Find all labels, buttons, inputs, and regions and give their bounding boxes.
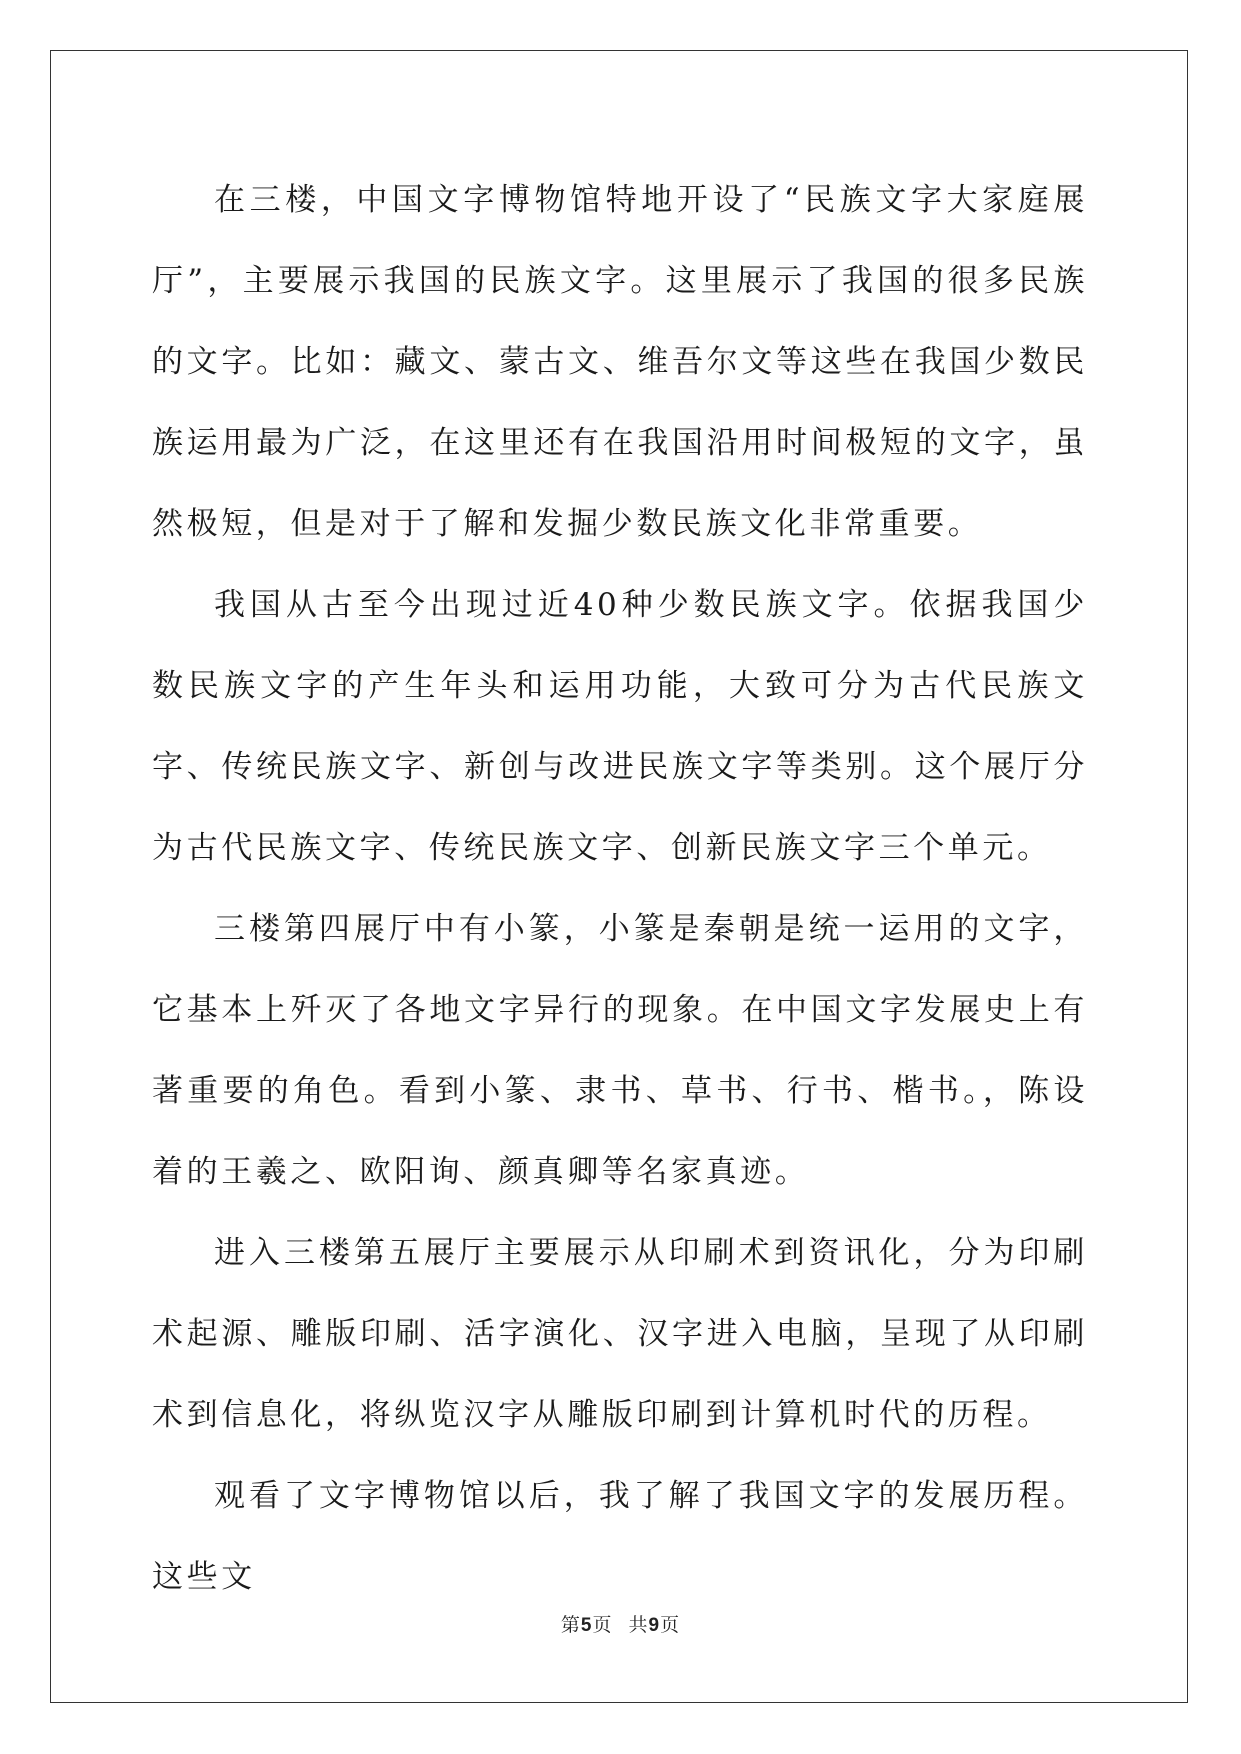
paragraph-3: 三楼第四展厅中有小篆，小篆是秦朝是统一运用的文字，它基本上歼灭了各地文字异行的现象。在中国文字发展史上有著重要的角色。看到小篆、隶书、草书、行书、楷书。，陈设着的王羲之、欧阳询、颜真卿等名家真迹。	[152, 911, 1088, 1190]
page-prefix: 第	[560, 1614, 581, 1636]
paragraph-2: 我国从古至今出现过近40种少数民族文字。依据我国少数民族文字的产生年头和运用功能，大致可分为古代民族文字、传统民族文字、新创与改进民族文字等类别。这个展厅分为古代民族文字、传统民族文字、创新民族文字三个单元。	[152, 587, 1088, 866]
page-total: 9	[648, 1615, 661, 1636]
document-body	[152, 160, 1088, 1618]
paragraph-1: 在三楼，中国文字博物馆特地开设了“民族文字大家庭展厅”，主要展示我国的民族文字。这里展示了我国的很多民族的文字。比如：藏文、蒙古文、维吾尔文等这些在我国少数民族运用最为广泛，在这里还有在我国沿用时间极短的文字，虽然极短，但是对于了解和发掘少数民族文化非常重要。	[152, 182, 1088, 542]
page-suffix: 页	[592, 1614, 613, 1636]
total-suffix: 页	[660, 1614, 681, 1636]
paragraph-4: 进入三楼第五展厅主要展示从印刷术到资讯化，分为印刷术起源、雕版印刷、活字演化、汉字进入电脑，呈现了从印刷术到信息化，将纵览汉字从雕版印刷到计算机时代的历程。	[152, 1235, 1088, 1433]
paragraph-5: 观看了文字博物馆以后，我了解了我国文字的发展历程。这些文	[152, 1478, 1088, 1595]
page-footer	[0, 1610, 1241, 1637]
page-current: 5	[580, 1615, 593, 1636]
total-prefix: 共	[628, 1614, 649, 1636]
